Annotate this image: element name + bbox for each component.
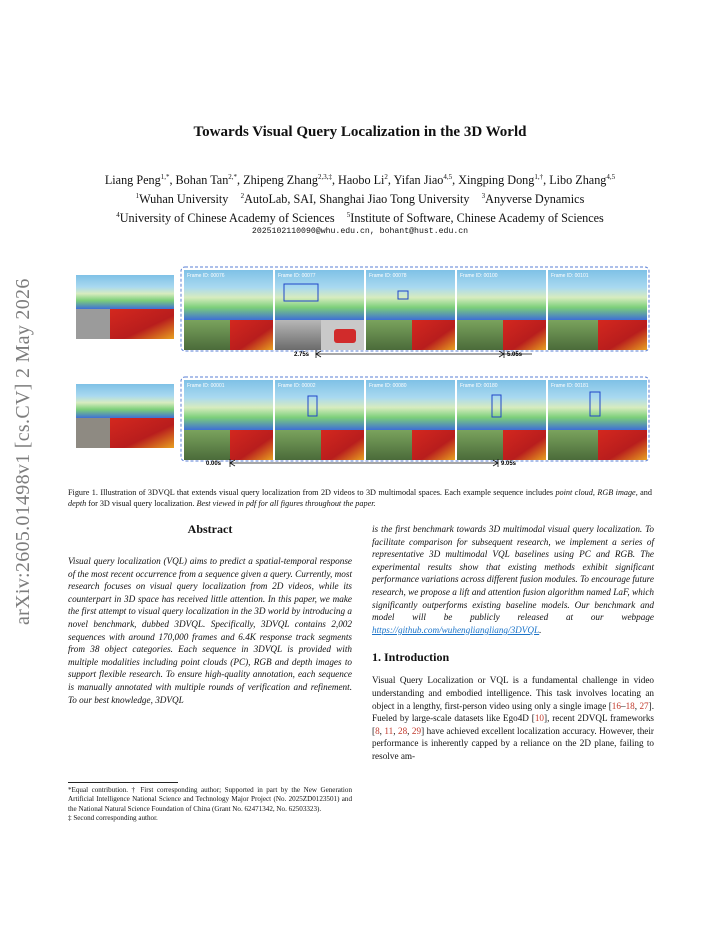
intro-text: ]. Fueled by large-scale datasets like Ego4D [ xyxy=(372,700,654,724)
footnote-divider xyxy=(68,782,178,783)
footnotes xyxy=(68,786,352,824)
abstract-text-part: . xyxy=(539,624,542,635)
figure-1 xyxy=(76,263,654,475)
sequence-row-2 xyxy=(76,377,649,467)
caption-emphasis: point cloud xyxy=(555,488,593,497)
author-affiliation-mark: 1,† xyxy=(534,173,544,181)
frame-id-label: Frame ID: 00080 xyxy=(369,383,407,389)
intro-text: , xyxy=(393,725,398,736)
caption-note: Best viewed in pdf for all figures throughout the paper. xyxy=(196,499,376,508)
author: Zhipeng Zhang xyxy=(243,173,318,188)
frame-id-label: Frame ID: 00101 xyxy=(551,273,589,279)
intro-text: , xyxy=(407,725,412,736)
query-rgb-image xyxy=(76,309,110,339)
frame-depth-map xyxy=(321,430,364,460)
frame-rgb-image xyxy=(548,430,598,460)
frame-depth-map xyxy=(412,430,455,460)
frame-2 xyxy=(275,270,364,350)
author: Xingping Dong xyxy=(458,173,535,188)
abstract-heading: Abstract xyxy=(187,522,233,536)
frame-id-label: Frame ID: 00181 xyxy=(551,383,589,389)
frame-1 xyxy=(184,380,273,460)
frame-depth-map xyxy=(503,320,546,350)
frame-2 xyxy=(275,380,364,460)
caption-text: , xyxy=(592,488,598,497)
caption-emphasis: depth xyxy=(68,499,87,508)
intro-text: ], recent 2DVQL frameworks [ xyxy=(372,713,654,736)
author-affiliation-mark: 4,5 xyxy=(606,173,616,181)
frame-depth-map xyxy=(230,430,273,460)
frame-rgb-image xyxy=(548,320,598,350)
caption-label: Figure 1. xyxy=(68,488,98,497)
frame-5 xyxy=(548,270,647,350)
query-point-cloud xyxy=(76,384,174,418)
intro-text: Visual Query Localization or VQL is a fundamental challenge in video understanding and embodied intelligence. This task involves locating an object in a lengthy, first-person video using only a single image [ xyxy=(372,675,654,711)
frame-4 xyxy=(457,270,546,350)
author-affiliation-mark: 2 xyxy=(384,173,388,181)
query-rgb-image xyxy=(76,418,110,448)
intro-paragraph xyxy=(372,674,654,762)
affiliation: Institute of Software, Chinese Academy of Sciences xyxy=(350,211,604,226)
timeline-start-label: 2.75s xyxy=(294,352,310,358)
abstract-text-part: is the first benchmark towards 3D multimodal visual query localization. To facilitate comparison for subsequent research, we implement a series of representative 3D multimodal VQL baselines using PC and RGB. The experimental results show that existing methods exhibit significant performance variations across different fusion modules. To encourage future research, we propose a lift and attention fusion algorithm named LaF, which significantly outperforms existing baseline models. Our benchmark and model will be publicly released at our webpage xyxy=(372,524,654,623)
target-object xyxy=(334,329,356,343)
frame-id-label: Frame ID: 00180 xyxy=(460,383,498,389)
author-block xyxy=(60,169,660,238)
arxiv-identifier: arXiv:2605.01498v1 [cs.CV] 2 May 2026 xyxy=(12,278,34,626)
caption-text: Illustration of 3DVQL that extends visual query localization from 2D videos to 3D multimodal spaces. Each example sequence includes xyxy=(97,488,556,497)
left-column xyxy=(68,522,352,706)
affiliation-number: 4 xyxy=(116,211,120,220)
frame-5 xyxy=(548,380,647,460)
citation-link[interactable]: 29 xyxy=(411,725,422,736)
frame-3 xyxy=(366,270,455,350)
frame-4 xyxy=(457,380,546,460)
frame-id-label: Frame ID: 00078 xyxy=(369,273,407,279)
citation-link[interactable]: 10 xyxy=(534,713,545,724)
footnote: *Equal contribution. † First corresponding author; Supported in part by the New Generation Artificial Intelligence National Science and Technology Major Project (No. 2025ZD0123501) and the National Natural Science Foundation of China (Grant No. 62471342, No. 62503323). xyxy=(68,786,352,813)
timeline-end-label: 5.05s xyxy=(507,352,523,358)
affiliation: Anyverse Dynamics xyxy=(485,192,585,207)
frame-depth-map xyxy=(598,320,647,350)
project-url-link[interactable]: https://github.com/wuhengliangliang/3DVQL xyxy=(372,624,540,635)
citation-link[interactable]: 16 xyxy=(611,700,621,711)
affiliation: University of Chinese Academy of Sciences xyxy=(119,211,335,226)
affiliation-line xyxy=(60,188,660,207)
author-affiliation-mark: 1,* xyxy=(160,173,170,181)
abstract-text-continued xyxy=(372,523,654,636)
affiliation: AutoLab, SAI, Shanghai Jiao Tong University xyxy=(244,192,470,207)
frame-rgb-image xyxy=(457,320,503,350)
intro-text: , xyxy=(634,700,640,711)
citation-link[interactable]: 27 xyxy=(639,700,649,711)
author: Libo Zhang xyxy=(549,173,607,188)
author: Haobo Li xyxy=(338,173,385,188)
figure-caption xyxy=(68,487,652,509)
author-emails: 2025102110090@whu.edu.cn, bohant@hust.edu.cn xyxy=(251,227,469,237)
citation-link[interactable]: 8 xyxy=(375,725,380,736)
author: Yifan Jiao xyxy=(393,173,444,188)
author-list: Liang Peng$^{1,*}$, Bohan Tan$^{2,*}$, Zhipeng Zhang$^{2,3,\ddagger}$, Haobo Li$^2$, Yifan Jiao$^{4,5}$, Xingping Dong$^{1,\dagger}$, Libo Zhang$^{4,5}$ xyxy=(104,173,616,188)
frame-id-label: Frame ID: 00002 xyxy=(278,383,316,389)
author: Liang Peng xyxy=(104,173,161,188)
caption-text: for 3D visual query localization. xyxy=(86,499,197,508)
query-depth-map xyxy=(110,418,174,448)
query-depth-map xyxy=(110,309,174,339)
frame-rgb-image xyxy=(275,320,321,350)
query-panel xyxy=(76,384,174,448)
affiliation-number: 3 xyxy=(481,192,486,201)
frame-depth-map xyxy=(503,430,546,460)
affiliation-line xyxy=(60,207,660,226)
intro-text: , xyxy=(379,725,385,736)
query-point-cloud xyxy=(76,275,174,309)
affiliation-number: 5 xyxy=(346,211,351,220)
frame-id-label: Frame ID: 00100 xyxy=(460,273,498,279)
frame-rgb-image xyxy=(366,320,412,350)
citation-link[interactable]: 11 xyxy=(384,725,394,736)
frame-id-label: Frame ID: 00077 xyxy=(278,273,316,279)
frame-rgb-image xyxy=(275,430,321,460)
frame-depth-map xyxy=(412,320,455,350)
timeline-start-label: 0.00s xyxy=(206,461,222,467)
intro-text: – xyxy=(620,700,626,711)
affiliation: Wuhan University xyxy=(139,192,229,207)
author-affiliation-mark: 2,* xyxy=(228,173,238,181)
frame-rgb-image xyxy=(184,430,230,460)
section-heading: 1. Introduction xyxy=(372,650,450,665)
caption-emphasis: RGB image xyxy=(597,488,636,497)
affiliation-number: 2 xyxy=(240,192,245,201)
timeline xyxy=(206,459,517,467)
author: Bohan Tan xyxy=(175,173,229,188)
author-affiliation-mark: 4,5 xyxy=(443,173,453,181)
frame-rgb-image xyxy=(457,430,503,460)
caption-text: , and xyxy=(635,488,652,497)
affiliation-number: 1 xyxy=(135,192,140,201)
author-affiliation-mark: 2,3,‡ xyxy=(317,173,332,181)
frame-depth-map xyxy=(230,320,273,350)
frame-3 xyxy=(366,380,455,460)
frame-rgb-image xyxy=(184,320,230,350)
frame-rgb-image xyxy=(366,430,412,460)
frame-depth-map xyxy=(598,430,647,460)
query-panel xyxy=(76,275,174,339)
sequence-row-1 xyxy=(76,267,649,358)
paper-title: Towards Visual Query Localization in the 3D World xyxy=(193,124,527,140)
right-column xyxy=(372,523,654,763)
frame-1 xyxy=(184,270,273,350)
frame-id-label: Frame ID: 00001 xyxy=(187,383,225,389)
intro-text: ] have achieved excellent localization accuracy. However, their performance is inherently capped by a reliance on the 2D plane, failing to resolve am- xyxy=(372,725,654,761)
citation-link[interactable]: 28 xyxy=(397,725,408,736)
timeline-end-label: 9.05s xyxy=(501,461,517,467)
frame-id-label: Frame ID: 00076 xyxy=(187,273,225,279)
footnote: ‡ Second corresponding author. xyxy=(68,814,158,823)
citation-link[interactable]: 18 xyxy=(625,700,635,711)
abstract-text: Visual query localization (VQL) aims to predict a spatial-temporal response of the most recent occurrence from a sequence given a query. Currently, most research focuses on visual query localization from 2D videos, while its counterpart in 3D space has received little attention. In this paper, we make the first attempt to visual query localization in the 3D world by introducing a novel benchmark, dubbed 3DVQL. Specifically, 3DVQL contains 2,002 sequences with around 170,000 frames and 6.4K response track segments from 38 object categories. Each sequence in 3DVQL is provided with multiple modalities including point clouds (PC), RGB and depth images to support flexible research. To ensure high-quality annotation, each sequence is manually annotated with multiple rounds of verification and refinement. To our best knowledge, 3DVQL xyxy=(68,556,352,705)
